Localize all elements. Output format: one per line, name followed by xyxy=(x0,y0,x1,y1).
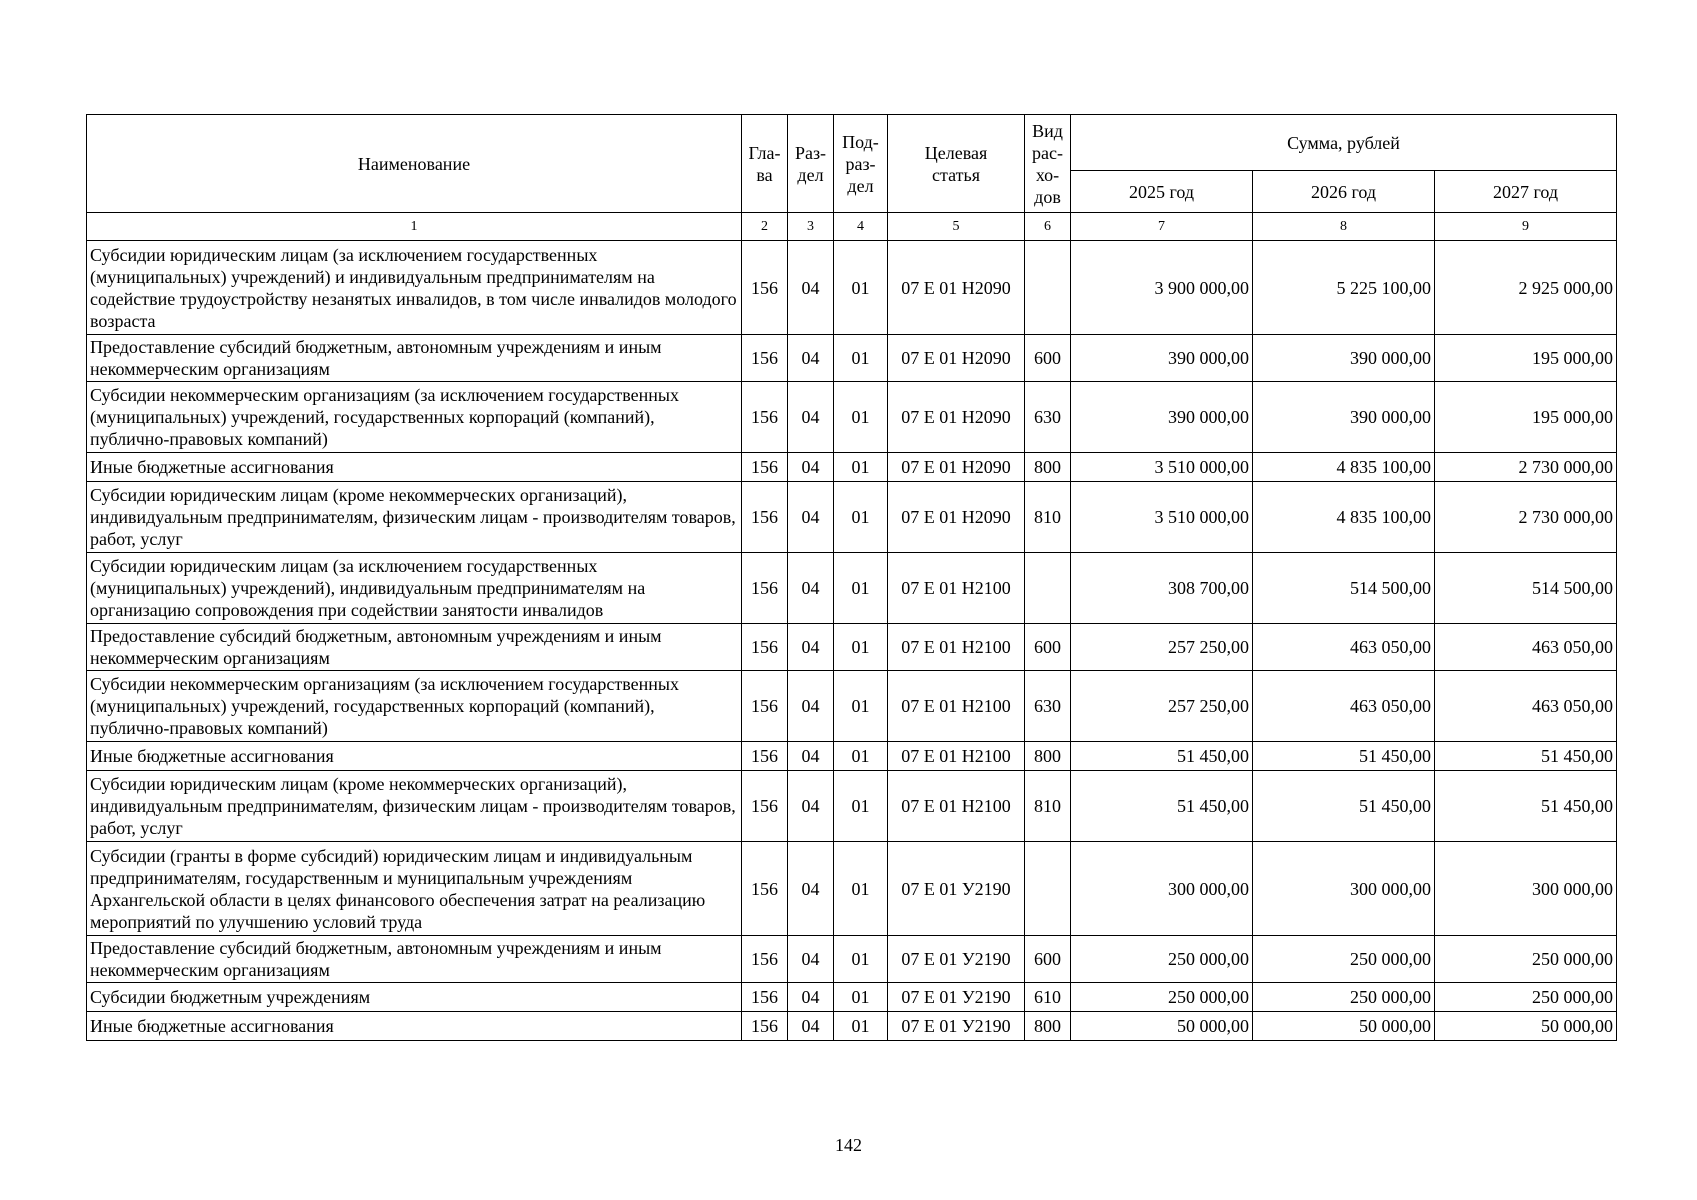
header-year-2026: 2026 год xyxy=(1253,171,1435,213)
section-cell: 04 xyxy=(788,553,834,624)
amount-2026-cell: 514 500,00 xyxy=(1253,553,1435,624)
subsection-cell: 01 xyxy=(834,842,888,936)
header-subsection: Под- раз- дел xyxy=(834,115,888,213)
table-row xyxy=(87,936,1617,983)
amount-2026-cell: 51 450,00 xyxy=(1253,771,1435,842)
subsection-cell: 01 xyxy=(834,453,888,482)
table-row xyxy=(87,241,1617,335)
expense-type-cell: 800 xyxy=(1025,1012,1071,1041)
amount-2027-cell: 463 050,00 xyxy=(1435,624,1617,671)
table-row xyxy=(87,742,1617,771)
section-cell: 04 xyxy=(788,482,834,553)
amount-2025-cell: 3 900 000,00 xyxy=(1071,241,1253,335)
subsection-cell: 01 xyxy=(834,742,888,771)
table-header xyxy=(87,115,1617,241)
target-article-cell: 07 Е 01 Н2100 xyxy=(888,742,1025,771)
subsection-cell: 01 xyxy=(834,335,888,382)
row-name-cell: Субсидии (гранты в форме субсидий) юридическим лицам и индивидуальным предпринимателям, государственным и муниципальным учреждениям Архангельской области в целях финансового обеспечения затрат на реализацию мероприятий по улучшению условий труда xyxy=(87,842,742,936)
amount-2026-cell: 4 835 100,00 xyxy=(1253,482,1435,553)
chapter-cell: 156 xyxy=(742,771,788,842)
section-cell: 04 xyxy=(788,983,834,1012)
header-section: Раз- дел xyxy=(788,115,834,213)
section-cell: 04 xyxy=(788,335,834,382)
section-cell: 04 xyxy=(788,624,834,671)
chapter-cell: 156 xyxy=(742,482,788,553)
table-row xyxy=(87,624,1617,671)
row-name-cell: Предоставление субсидий бюджетным, автономным учреждениям и иным некоммерческим организациям xyxy=(87,624,742,671)
target-article-cell: 07 Е 01 Н2090 xyxy=(888,482,1025,553)
amount-2026-cell: 51 450,00 xyxy=(1253,742,1435,771)
expense-type-cell: 610 xyxy=(1025,983,1071,1012)
amount-2027-cell: 2 730 000,00 xyxy=(1435,453,1617,482)
amount-2026-cell: 390 000,00 xyxy=(1253,335,1435,382)
amount-2025-cell: 257 250,00 xyxy=(1071,624,1253,671)
row-name-cell: Субсидии бюджетным учреждениям xyxy=(87,983,742,1012)
subsection-cell: 01 xyxy=(834,553,888,624)
header-chapter: Гла- ва xyxy=(742,115,788,213)
subsection-cell: 01 xyxy=(834,624,888,671)
amount-2027-cell: 250 000,00 xyxy=(1435,983,1617,1012)
row-name-cell: Субсидии некоммерческим организациям (за исключением государственных (муниципальных) учреждений, государственных корпораций (компаний), публично-правовых компаний) xyxy=(87,382,742,453)
amount-2026-cell: 4 835 100,00 xyxy=(1253,453,1435,482)
amount-2027-cell: 51 450,00 xyxy=(1435,771,1617,842)
amount-2027-cell: 2 730 000,00 xyxy=(1435,482,1617,553)
row-name-cell: Субсидии юридическим лицам (кроме некоммерческих организаций), индивидуальным предпринимателям, физическим лицам - производителям товаров, работ, услуг xyxy=(87,482,742,553)
amount-2025-cell: 308 700,00 xyxy=(1071,553,1253,624)
chapter-cell: 156 xyxy=(742,335,788,382)
target-article-cell: 07 Е 01 Н2090 xyxy=(888,453,1025,482)
target-article-cell: 07 Е 01 Н2100 xyxy=(888,553,1025,624)
amount-2025-cell: 300 000,00 xyxy=(1071,842,1253,936)
header-target-article: Целевая статья xyxy=(888,115,1025,213)
column-number: 1 xyxy=(87,213,742,241)
row-name-cell: Иные бюджетные ассигнования xyxy=(87,742,742,771)
amount-2027-cell: 50 000,00 xyxy=(1435,1012,1617,1041)
chapter-cell: 156 xyxy=(742,936,788,983)
expense-type-cell: 600 xyxy=(1025,624,1071,671)
row-name-cell: Субсидии юридическим лицам (кроме некоммерческих организаций), индивидуальным предпринимателям, физическим лицам - производителям товаров, работ, услуг xyxy=(87,771,742,842)
chapter-cell: 156 xyxy=(742,624,788,671)
chapter-cell: 156 xyxy=(742,983,788,1012)
table-row xyxy=(87,482,1617,553)
table-row xyxy=(87,842,1617,936)
expense-type-cell: 600 xyxy=(1025,936,1071,983)
header-expense-type: Вид рас- хо- дов xyxy=(1025,115,1071,213)
subsection-cell: 01 xyxy=(834,671,888,742)
amount-2027-cell: 300 000,00 xyxy=(1435,842,1617,936)
table-row xyxy=(87,983,1617,1012)
amount-2026-cell: 50 000,00 xyxy=(1253,1012,1435,1041)
target-article-cell: 07 Е 01 Н2090 xyxy=(888,382,1025,453)
amount-2026-cell: 250 000,00 xyxy=(1253,936,1435,983)
expense-type-cell xyxy=(1025,241,1071,335)
row-name-cell: Иные бюджетные ассигнования xyxy=(87,453,742,482)
target-article-cell: 07 Е 01 У2190 xyxy=(888,1012,1025,1041)
chapter-cell: 156 xyxy=(742,742,788,771)
row-name-cell: Предоставление субсидий бюджетным, автономным учреждениям и иным некоммерческим организациям xyxy=(87,335,742,382)
section-cell: 04 xyxy=(788,742,834,771)
section-cell: 04 xyxy=(788,382,834,453)
subsection-cell: 01 xyxy=(834,1012,888,1041)
amount-2025-cell: 257 250,00 xyxy=(1071,671,1253,742)
column-number: 8 xyxy=(1253,213,1435,241)
amount-2025-cell: 390 000,00 xyxy=(1071,335,1253,382)
section-cell: 04 xyxy=(788,241,834,335)
header-name: Наименование xyxy=(87,115,742,213)
subsection-cell: 01 xyxy=(834,771,888,842)
row-name-cell: Субсидии юридическим лицам (за исключением государственных (муниципальных) учреждений) и индивидуальным предпринимателям на содействие трудоустройству незанятых инвалидов, в том числе инвалидов молодого возраста xyxy=(87,241,742,335)
target-article-cell: 07 Е 01 Н2100 xyxy=(888,671,1025,742)
amount-2027-cell: 250 000,00 xyxy=(1435,936,1617,983)
subsection-cell: 01 xyxy=(834,482,888,553)
table-row xyxy=(87,1012,1617,1041)
target-article-cell: 07 Е 01 Н2090 xyxy=(888,335,1025,382)
row-name-cell: Субсидии юридическим лицам (за исключением государственных (муниципальных) учреждений), индивидуальным предпринимателям на организацию сопровождения при содействии занятости инвалидов xyxy=(87,553,742,624)
expense-type-cell: 810 xyxy=(1025,482,1071,553)
header-sum: Сумма, рублей xyxy=(1071,115,1617,171)
amount-2027-cell: 2 925 000,00 xyxy=(1435,241,1617,335)
column-number-row xyxy=(87,213,1617,241)
section-cell: 04 xyxy=(788,1012,834,1041)
amount-2026-cell: 5 225 100,00 xyxy=(1253,241,1435,335)
page-number: 142 xyxy=(835,1135,862,1155)
column-number: 7 xyxy=(1071,213,1253,241)
target-article-cell: 07 Е 01 У2190 xyxy=(888,983,1025,1012)
amount-2027-cell: 195 000,00 xyxy=(1435,382,1617,453)
expense-type-cell xyxy=(1025,553,1071,624)
subsection-cell: 01 xyxy=(834,241,888,335)
amount-2025-cell: 50 000,00 xyxy=(1071,1012,1253,1041)
row-name-cell: Иные бюджетные ассигнования xyxy=(87,1012,742,1041)
amount-2026-cell: 300 000,00 xyxy=(1253,842,1435,936)
amount-2025-cell: 51 450,00 xyxy=(1071,771,1253,842)
chapter-cell: 156 xyxy=(742,842,788,936)
column-number: 6 xyxy=(1025,213,1071,241)
amount-2025-cell: 51 450,00 xyxy=(1071,742,1253,771)
table-row xyxy=(87,671,1617,742)
table-row xyxy=(87,382,1617,453)
section-cell: 04 xyxy=(788,936,834,983)
target-article-cell: 07 Е 01 Н2090 xyxy=(888,241,1025,335)
column-number: 5 xyxy=(888,213,1025,241)
chapter-cell: 156 xyxy=(742,671,788,742)
amount-2025-cell: 3 510 000,00 xyxy=(1071,482,1253,553)
amount-2026-cell: 390 000,00 xyxy=(1253,382,1435,453)
amount-2026-cell: 250 000,00 xyxy=(1253,983,1435,1012)
budget-table xyxy=(86,114,1617,1041)
column-number: 4 xyxy=(834,213,888,241)
column-number: 9 xyxy=(1435,213,1617,241)
row-name-cell: Предоставление субсидий бюджетным, автономным учреждениям и иным некоммерческим организациям xyxy=(87,936,742,983)
amount-2026-cell: 463 050,00 xyxy=(1253,671,1435,742)
column-number: 3 xyxy=(788,213,834,241)
column-number: 2 xyxy=(742,213,788,241)
section-cell: 04 xyxy=(788,842,834,936)
amount-2027-cell: 463 050,00 xyxy=(1435,671,1617,742)
chapter-cell: 156 xyxy=(742,553,788,624)
target-article-cell: 07 Е 01 Н2100 xyxy=(888,624,1025,671)
expense-type-cell: 630 xyxy=(1025,671,1071,742)
amount-2025-cell: 3 510 000,00 xyxy=(1071,453,1253,482)
amount-2027-cell: 51 450,00 xyxy=(1435,742,1617,771)
chapter-cell: 156 xyxy=(742,241,788,335)
amount-2025-cell: 390 000,00 xyxy=(1071,382,1253,453)
subsection-cell: 01 xyxy=(834,382,888,453)
expense-type-cell: 810 xyxy=(1025,771,1071,842)
section-cell: 04 xyxy=(788,671,834,742)
expense-type-cell: 600 xyxy=(1025,335,1071,382)
target-article-cell: 07 Е 01 У2190 xyxy=(888,842,1025,936)
table-row xyxy=(87,771,1617,842)
chapter-cell: 156 xyxy=(742,1012,788,1041)
subsection-cell: 01 xyxy=(834,983,888,1012)
header-year-2025: 2025 год xyxy=(1071,171,1253,213)
expense-type-cell xyxy=(1025,842,1071,936)
amount-2026-cell: 463 050,00 xyxy=(1253,624,1435,671)
table-row xyxy=(87,453,1617,482)
section-cell: 04 xyxy=(788,453,834,482)
subsection-cell: 01 xyxy=(834,936,888,983)
amount-2027-cell: 195 000,00 xyxy=(1435,335,1617,382)
amount-2025-cell: 250 000,00 xyxy=(1071,983,1253,1012)
expense-type-cell: 630 xyxy=(1025,382,1071,453)
chapter-cell: 156 xyxy=(742,382,788,453)
row-name-cell: Субсидии некоммерческим организациям (за исключением государственных (муниципальных) учреждений, государственных корпораций (компаний), публично-правовых компаний) xyxy=(87,671,742,742)
expense-type-cell: 800 xyxy=(1025,453,1071,482)
target-article-cell: 07 Е 01 Н2100 xyxy=(888,771,1025,842)
target-article-cell: 07 Е 01 У2190 xyxy=(888,936,1025,983)
table-row xyxy=(87,553,1617,624)
amount-2027-cell: 514 500,00 xyxy=(1435,553,1617,624)
header-year-2027: 2027 год xyxy=(1435,171,1617,213)
amount-2025-cell: 250 000,00 xyxy=(1071,936,1253,983)
section-cell: 04 xyxy=(788,771,834,842)
expense-type-cell: 800 xyxy=(1025,742,1071,771)
table-body xyxy=(87,241,1617,1041)
chapter-cell: 156 xyxy=(742,453,788,482)
table-row xyxy=(87,335,1617,382)
